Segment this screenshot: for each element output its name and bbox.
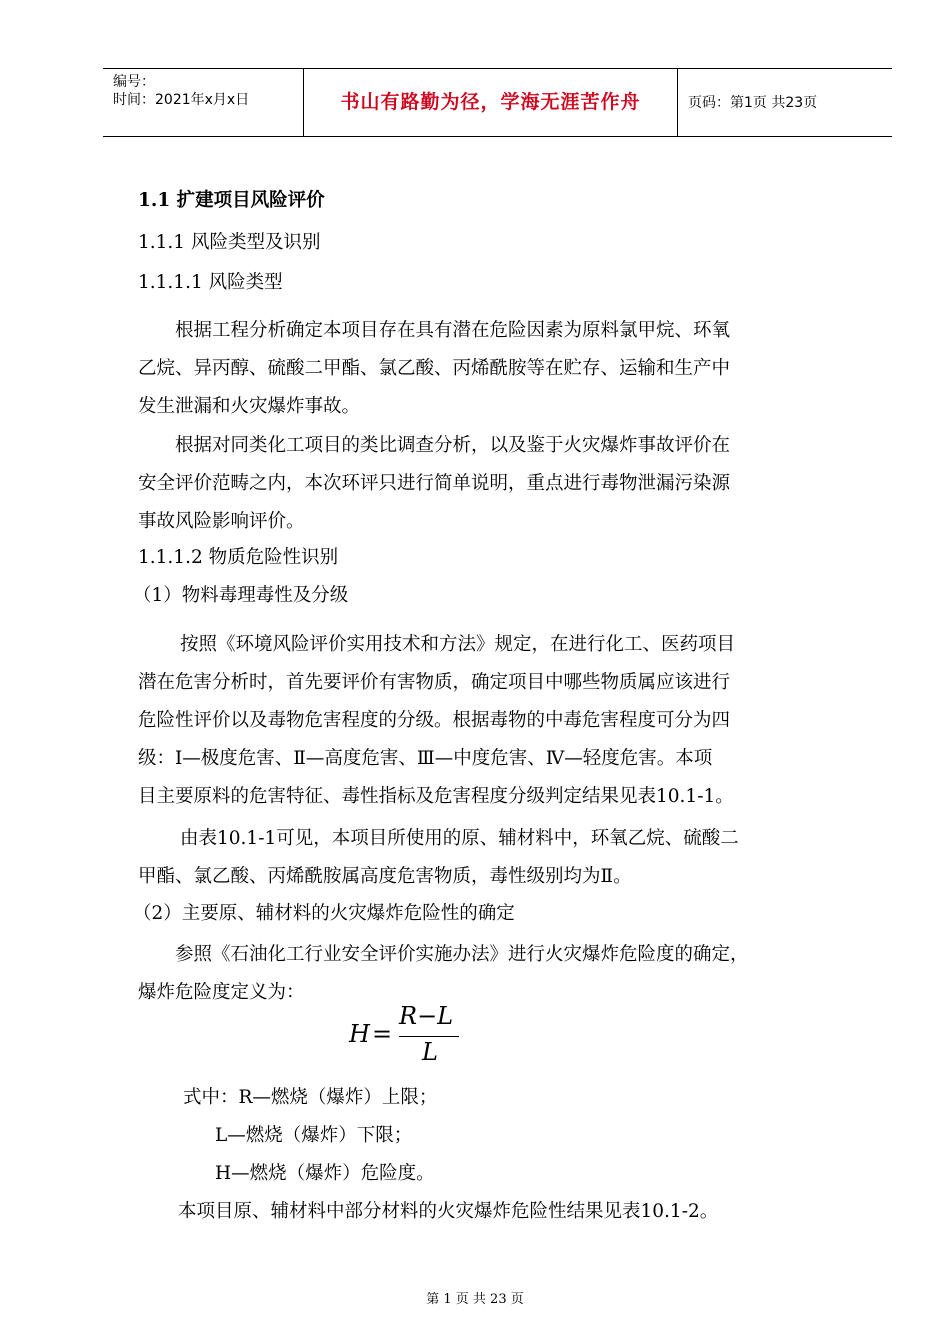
time-label: 时间：2021年x月x日 bbox=[113, 92, 250, 108]
paragraph-line: 甲酯、氯乙酸、丙烯酰胺属高度危害物质，毒性级别均为Ⅱ。 bbox=[138, 866, 632, 887]
formula-equals: = bbox=[372, 1020, 393, 1048]
paragraph-line: 本项目原、辅材料中部分材料的火灾爆炸危险性结果见表10.1-2。 bbox=[178, 1201, 719, 1222]
paragraph-line: 事故风险影响评价。 bbox=[138, 511, 305, 532]
list-item-2: （2）主要原、辅材料的火灾爆炸危险性的确定 bbox=[133, 903, 515, 924]
paragraph-line: 目主要原料的危害特征、毒性指标及危害程度分级判定结果见表10.1-1。 bbox=[138, 786, 734, 807]
page-footer: 第 1 页 共 23 页 bbox=[426, 1292, 524, 1307]
paragraph-line: 根据工程分析确定本项目存在具有潜在危险因素为原料氯甲烷、环氧 bbox=[175, 320, 731, 341]
number-label: 编号： bbox=[113, 74, 155, 90]
paragraph-line: 潜在危害分析时，首先要评价有害物质，确定项目中哪些物质属应该进行 bbox=[138, 672, 731, 693]
explosion-hazard-formula bbox=[349, 1002, 474, 1068]
motto-text: 书山有路勤为径，学海无涯苦作舟 bbox=[340, 91, 641, 113]
section-heading-1-1-1-1: 1.1.1.1 风险类型 bbox=[138, 272, 283, 293]
paragraph-line: 危险性评价以及毒物危害程度的分级。根据毒物的中毒危害程度可分为四 bbox=[138, 710, 731, 731]
header-meta-cell bbox=[103, 69, 304, 136]
paragraph-line: 按照《环境风险评价实用技术和方法》规定，在进行化工、医药项目 bbox=[180, 634, 736, 655]
header-table bbox=[103, 68, 892, 137]
list-item-1: （1）物料毒理毒性及分级 bbox=[133, 585, 349, 606]
section-heading-1-1: 1.1 扩建项目风险评价 bbox=[138, 190, 325, 211]
paragraph-line: 由表10.1-1可见，本项目所使用的原、辅材料中，环氧乙烷、硫酸二 bbox=[180, 828, 739, 849]
definition-line: L—燃烧（爆炸）下限； bbox=[215, 1125, 413, 1146]
header-page-cell bbox=[678, 69, 892, 136]
paragraph-line: 发生泄漏和火灾爆炸事故。 bbox=[138, 396, 361, 417]
definition-line: H—燃烧（爆炸）危险度。 bbox=[215, 1163, 435, 1184]
page-info: 页码：第1页 共23页 bbox=[688, 95, 818, 111]
formula-numerator: R−L bbox=[399, 1002, 454, 1030]
formula-lhs: H bbox=[349, 1020, 370, 1048]
formula-denominator: L bbox=[422, 1038, 438, 1066]
definition-line: 式中：R—燃烧（爆炸）上限； bbox=[183, 1087, 438, 1108]
header-motto-cell bbox=[304, 69, 678, 136]
fraction-bar bbox=[399, 1036, 459, 1037]
paragraph-line: 爆炸危险度定义为： bbox=[138, 982, 305, 1003]
section-heading-1-1-1: 1.1.1 风险类型及识别 bbox=[138, 232, 321, 253]
paragraph-line: 级：Ⅰ—极度危害、Ⅱ—高度危害、Ⅲ—中度危害、Ⅳ—轻度危害。本项 bbox=[138, 748, 713, 769]
section-heading-1-1-1-2: 1.1.1.2 物质危险性识别 bbox=[138, 547, 339, 568]
paragraph-line: 根据对同类化工项目的类比调查分析，以及鉴于火灾爆炸事故评价在 bbox=[175, 435, 731, 456]
paragraph-line: 安全评价范畴之内，本次环评只进行简单说明，重点进行毒物泄漏污染源 bbox=[138, 473, 731, 494]
paragraph-line: 乙烷、异丙醇、硫酸二甲酯、氯乙酸、丙烯酰胺等在贮存、运输和生产中 bbox=[138, 358, 731, 379]
paragraph-line: 参照《石油化工行业安全评价实施办法》进行火灾爆炸危险度的确定， bbox=[175, 944, 749, 965]
